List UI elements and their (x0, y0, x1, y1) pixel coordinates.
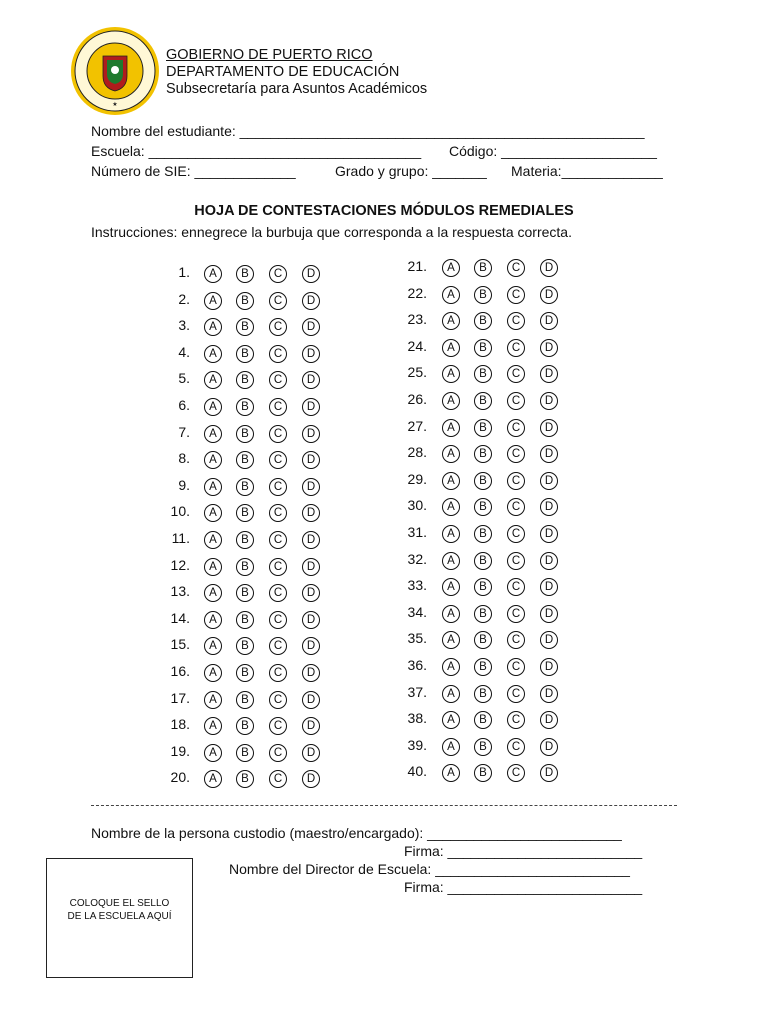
question-number: 35. (407, 630, 427, 646)
question-number: 2. (178, 291, 190, 307)
answer-bubble-c[interactable]: C (507, 631, 525, 649)
answer-bubble-b[interactable]: B (236, 398, 254, 416)
answer-bubble-d[interactable]: D (540, 445, 558, 463)
answer-bubble-a[interactable]: A (442, 658, 460, 676)
answer-bubble-d[interactable]: D (540, 685, 558, 703)
header-department: DEPARTAMENTO DE EDUCACIÓN (166, 64, 400, 80)
student-name-field[interactable]: Nombre del estudiante: ____________________________________________________ (91, 123, 645, 139)
answer-bubble-d[interactable]: D (302, 691, 320, 709)
answer-bubble-d[interactable]: D (302, 558, 320, 576)
answer-bubble-b[interactable]: B (474, 312, 492, 330)
question-number: 23. (407, 311, 427, 327)
question-number: 29. (407, 471, 427, 487)
answer-bubble-b[interactable]: B (236, 371, 254, 389)
answer-bubble-a[interactable]: A (442, 339, 460, 357)
answer-bubble-a[interactable]: A (204, 345, 222, 363)
answer-bubble-d[interactable]: D (540, 658, 558, 676)
answer-bubble-d[interactable]: D (540, 365, 558, 383)
question-number: 11. (171, 530, 190, 546)
answer-bubble-b[interactable]: B (236, 478, 254, 496)
header-government: GOBIERNO DE PUERTO RICO (166, 47, 373, 63)
answer-bubble-b[interactable]: B (474, 658, 492, 676)
answer-bubble-c[interactable]: C (507, 312, 525, 330)
signature-field-1[interactable]: Firma: _________________________ (404, 843, 643, 859)
question-number: 20. (170, 769, 190, 785)
grade-group-field[interactable]: Grado y grupo: _______ (335, 163, 487, 179)
question-number: 36. (407, 657, 427, 673)
answer-bubble-a[interactable]: A (442, 552, 460, 570)
answer-bubble-d[interactable]: D (540, 578, 558, 596)
answer-bubble-d[interactable]: D (302, 637, 320, 655)
question-number: 22. (407, 285, 427, 301)
question-number: 33. (407, 577, 427, 593)
answer-bubble-a[interactable]: A (204, 425, 222, 443)
answer-bubble-b[interactable]: B (236, 744, 254, 762)
answer-bubble-d[interactable]: D (540, 312, 558, 330)
answer-bubble-a[interactable]: A (442, 472, 460, 490)
answer-bubble-c[interactable]: C (269, 478, 287, 496)
answer-bubble-d[interactable]: D (302, 451, 320, 469)
answer-bubble-a[interactable]: A (442, 419, 460, 437)
question-number: 39. (407, 737, 427, 753)
answer-bubble-d[interactable]: D (302, 611, 320, 629)
question-number: 13. (170, 583, 190, 599)
question-number: 3. (178, 317, 190, 333)
answer-bubble-c[interactable]: C (269, 265, 287, 283)
answer-bubble-d[interactable]: D (540, 605, 558, 623)
answer-bubble-a[interactable]: A (204, 478, 222, 496)
answer-bubble-a[interactable]: A (204, 265, 222, 283)
answer-bubble-b[interactable]: B (236, 265, 254, 283)
answer-bubble-c[interactable]: C (507, 286, 525, 304)
answer-bubble-a[interactable]: A (204, 717, 222, 735)
answer-bubble-a[interactable]: A (204, 531, 222, 549)
answer-bubble-d[interactable]: D (540, 711, 558, 729)
answer-bubble-c[interactable]: C (269, 531, 287, 549)
answer-bubble-c[interactable]: C (507, 445, 525, 463)
answer-bubble-c[interactable]: C (269, 584, 287, 602)
answer-bubble-d[interactable]: D (302, 478, 320, 496)
question-number: 18. (170, 716, 190, 732)
answer-bubble-b[interactable]: B (474, 711, 492, 729)
question-number: 10. (170, 503, 190, 519)
answer-bubble-b[interactable]: B (236, 691, 254, 709)
answer-bubble-a[interactable]: A (442, 445, 460, 463)
answer-bubble-c[interactable]: C (269, 770, 287, 788)
answer-bubble-d[interactable]: D (540, 259, 558, 277)
answer-bubble-d[interactable]: D (302, 744, 320, 762)
sie-number-field[interactable]: Número de SIE: _____________ (91, 163, 296, 179)
answer-bubble-a[interactable]: A (204, 770, 222, 788)
question-number: 14. (170, 610, 190, 626)
answer-bubble-b[interactable]: B (236, 451, 254, 469)
answer-bubble-c[interactable]: C (269, 558, 287, 576)
question-number: 8. (178, 450, 190, 466)
answer-bubble-a[interactable]: A (204, 691, 222, 709)
answer-bubble-d[interactable]: D (540, 738, 558, 756)
answer-bubble-d[interactable]: D (302, 531, 320, 549)
answer-bubble-d[interactable]: D (302, 265, 320, 283)
answer-bubble-d[interactable]: D (302, 504, 320, 522)
answer-bubble-c[interactable]: C (507, 685, 525, 703)
school-stamp-box (46, 858, 193, 978)
question-number: 32. (407, 551, 427, 567)
question-number: 17. (170, 690, 190, 706)
question-number: 27. (407, 418, 427, 434)
question-number: 38. (407, 710, 427, 726)
answer-bubble-c[interactable]: C (507, 365, 525, 383)
question-number: 4. (178, 344, 190, 360)
answer-bubble-d[interactable]: D (540, 631, 558, 649)
answer-bubble-c[interactable]: C (507, 472, 525, 490)
question-number: 19. (170, 743, 190, 759)
signature-field-2[interactable]: Firma: _________________________ (404, 879, 643, 895)
answer-bubble-a[interactable]: A (442, 578, 460, 596)
answer-bubble-b[interactable]: B (474, 339, 492, 357)
answer-bubble-b[interactable]: B (236, 770, 254, 788)
answer-bubble-a[interactable]: A (442, 259, 460, 277)
answer-bubble-c[interactable]: C (507, 552, 525, 570)
answer-bubble-b[interactable]: B (474, 631, 492, 649)
custodian-name-field[interactable]: Nombre de la persona custodio (maestro/encargado): _________________________ (91, 825, 622, 841)
question-number: 6. (178, 397, 190, 413)
answer-bubble-d[interactable]: D (540, 286, 558, 304)
divider (91, 805, 677, 806)
answer-bubble-d[interactable]: D (302, 664, 320, 682)
answer-bubble-b[interactable]: B (236, 558, 254, 576)
answer-bubble-a[interactable]: A (442, 365, 460, 383)
answer-bubble-d[interactable]: D (302, 584, 320, 602)
answer-bubble-b[interactable]: B (474, 498, 492, 516)
question-number: 15. (170, 636, 190, 652)
answer-bubble-d[interactable]: D (302, 717, 320, 735)
answer-bubble-b[interactable]: B (236, 425, 254, 443)
answer-bubble-a[interactable]: A (204, 318, 222, 336)
code-field[interactable]: Código: ____________________ (449, 143, 657, 159)
answer-bubble-a[interactable]: A (204, 637, 222, 655)
answer-bubble-c[interactable]: C (507, 711, 525, 729)
answer-bubble-b[interactable]: B (474, 552, 492, 570)
answer-bubble-b[interactable]: B (474, 286, 492, 304)
question-number: 40. (407, 763, 427, 779)
question-number: 26. (407, 391, 427, 407)
answer-bubble-b[interactable]: B (236, 292, 254, 310)
answer-bubble-c[interactable]: C (507, 498, 525, 516)
answer-bubble-a[interactable]: A (204, 558, 222, 576)
answer-bubble-c[interactable]: C (507, 605, 525, 623)
answer-bubble-b[interactable]: B (236, 318, 254, 336)
answer-bubble-b[interactable]: B (236, 611, 254, 629)
answer-bubble-d[interactable]: D (302, 318, 320, 336)
answer-bubble-a[interactable]: A (442, 498, 460, 516)
answer-bubble-a[interactable]: A (204, 451, 222, 469)
answer-bubble-c[interactable]: C (507, 764, 525, 782)
answer-bubble-c[interactable]: C (269, 744, 287, 762)
answer-bubble-b[interactable]: B (474, 578, 492, 596)
answer-bubble-d[interactable]: D (302, 770, 320, 788)
answer-bubble-a[interactable]: A (442, 685, 460, 703)
question-number: 7. (178, 424, 190, 440)
question-number: 16. (170, 663, 190, 679)
answer-bubble-c[interactable]: C (269, 611, 287, 629)
answer-bubble-d[interactable]: D (540, 419, 558, 437)
instructions: Instrucciones: ennegrece la burbuja que corresponda a la respuesta correcta. (91, 224, 572, 240)
answer-bubble-b[interactable]: B (236, 584, 254, 602)
answer-bubble-a[interactable]: A (204, 292, 222, 310)
question-number: 9. (178, 477, 190, 493)
answer-bubble-b[interactable]: B (236, 345, 254, 363)
answer-bubble-a[interactable]: A (442, 711, 460, 729)
answer-bubble-c[interactable]: C (507, 259, 525, 277)
question-number: 12. (170, 557, 190, 573)
answer-bubble-b[interactable]: B (236, 531, 254, 549)
answer-bubble-d[interactable]: D (302, 345, 320, 363)
answer-bubble-a[interactable]: A (442, 392, 460, 410)
answer-bubble-a[interactable]: A (204, 371, 222, 389)
answer-bubble-d[interactable]: D (302, 292, 320, 310)
answer-bubble-b[interactable]: B (474, 685, 492, 703)
question-number: 34. (407, 604, 427, 620)
stamp-label-line1: COLOQUE EL SELLO (69, 898, 170, 909)
answer-bubble-c[interactable]: C (507, 392, 525, 410)
answer-bubble-c[interactable]: C (507, 738, 525, 756)
answer-bubble-d[interactable]: D (540, 525, 558, 543)
answer-bubble-c[interactable]: C (269, 451, 287, 469)
answer-bubble-d[interactable]: D (540, 498, 558, 516)
answer-bubble-c[interactable]: C (507, 578, 525, 596)
svg-text:★: ★ (112, 101, 118, 108)
question-number: 24. (407, 338, 427, 354)
answer-bubble-a[interactable]: A (442, 631, 460, 649)
answer-bubble-c[interactable]: C (269, 637, 287, 655)
answer-bubble-c[interactable]: C (507, 419, 525, 437)
page-title: HOJA DE CONTESTACIONES MÓDULOS REMEDIALES (194, 203, 574, 219)
answer-bubble-a[interactable]: A (204, 744, 222, 762)
header-subsecretary: Subsecretaría para Asuntos Académicos (166, 81, 428, 97)
answer-bubble-a[interactable]: A (442, 738, 460, 756)
answer-bubble-d[interactable]: D (540, 552, 558, 570)
answer-bubble-b[interactable]: B (474, 365, 492, 383)
question-number: 28. (407, 444, 427, 460)
answer-bubble-c[interactable]: C (507, 339, 525, 357)
answer-bubble-b[interactable]: B (474, 764, 492, 782)
answer-bubble-a[interactable]: A (204, 664, 222, 682)
answer-bubble-c[interactable]: C (269, 371, 287, 389)
answer-bubble-b[interactable]: B (474, 525, 492, 543)
answer-bubble-b[interactable]: B (474, 445, 492, 463)
answer-bubble-c[interactable]: C (269, 398, 287, 416)
answer-bubble-c[interactable]: C (507, 658, 525, 676)
answer-bubble-a[interactable]: A (204, 398, 222, 416)
answer-bubble-b[interactable]: B (474, 419, 492, 437)
answer-bubble-c[interactable]: C (269, 504, 287, 522)
question-number: 5. (178, 370, 190, 386)
answer-bubble-c[interactable]: C (269, 664, 287, 682)
question-number: 31. (407, 524, 427, 540)
question-number: 30. (407, 497, 427, 513)
question-number: 25. (407, 364, 427, 380)
answer-bubble-a[interactable]: A (442, 286, 460, 304)
answer-bubble-b[interactable]: B (474, 392, 492, 410)
stamp-label-line2: DE LA ESCUELA AQUÍ (67, 911, 172, 922)
answer-bubble-c[interactable]: C (269, 345, 287, 363)
director-name-field[interactable]: Nombre del Director de Escuela: _________________________ (229, 861, 630, 877)
answer-bubble-d[interactable]: D (302, 398, 320, 416)
question-number: 37. (407, 684, 427, 700)
answer-bubble-a[interactable]: A (204, 584, 222, 602)
answer-bubble-a[interactable]: A (204, 611, 222, 629)
answer-bubble-b[interactable]: B (236, 504, 254, 522)
answer-bubble-c[interactable]: C (507, 525, 525, 543)
question-number: 1. (178, 264, 190, 280)
answer-bubble-c[interactable]: C (269, 717, 287, 735)
answer-bubble-c[interactable]: C (269, 318, 287, 336)
answer-bubble-a[interactable]: A (442, 312, 460, 330)
school-field[interactable]: Escuela: ___________________________________ (91, 143, 422, 159)
answer-bubble-b[interactable]: B (474, 605, 492, 623)
answer-bubble-d[interactable]: D (302, 371, 320, 389)
answer-bubble-a[interactable]: A (442, 764, 460, 782)
answer-bubble-d[interactable]: D (302, 425, 320, 443)
answer-bubble-a[interactable]: A (442, 525, 460, 543)
question-number: 21. (407, 258, 427, 274)
answer-bubble-b[interactable]: B (474, 738, 492, 756)
answer-bubble-d[interactable]: D (540, 392, 558, 410)
answer-bubble-a[interactable]: A (442, 605, 460, 623)
subject-field[interactable]: Materia:_____________ (511, 163, 663, 179)
answer-bubble-d[interactable]: D (540, 472, 558, 490)
answer-bubble-a[interactable]: A (204, 504, 222, 522)
answer-bubble-d[interactable]: D (540, 764, 558, 782)
answer-bubble-d[interactable]: D (540, 339, 558, 357)
answer-bubble-b[interactable]: B (236, 664, 254, 682)
answer-bubble-c[interactable]: C (269, 292, 287, 310)
answer-bubble-b[interactable]: B (236, 717, 254, 735)
answer-bubble-c[interactable]: C (269, 691, 287, 709)
answer-bubble-b[interactable]: B (474, 472, 492, 490)
answer-bubble-c[interactable]: C (269, 425, 287, 443)
answer-bubble-b[interactable]: B (474, 259, 492, 277)
answer-bubble-b[interactable]: B (236, 637, 254, 655)
